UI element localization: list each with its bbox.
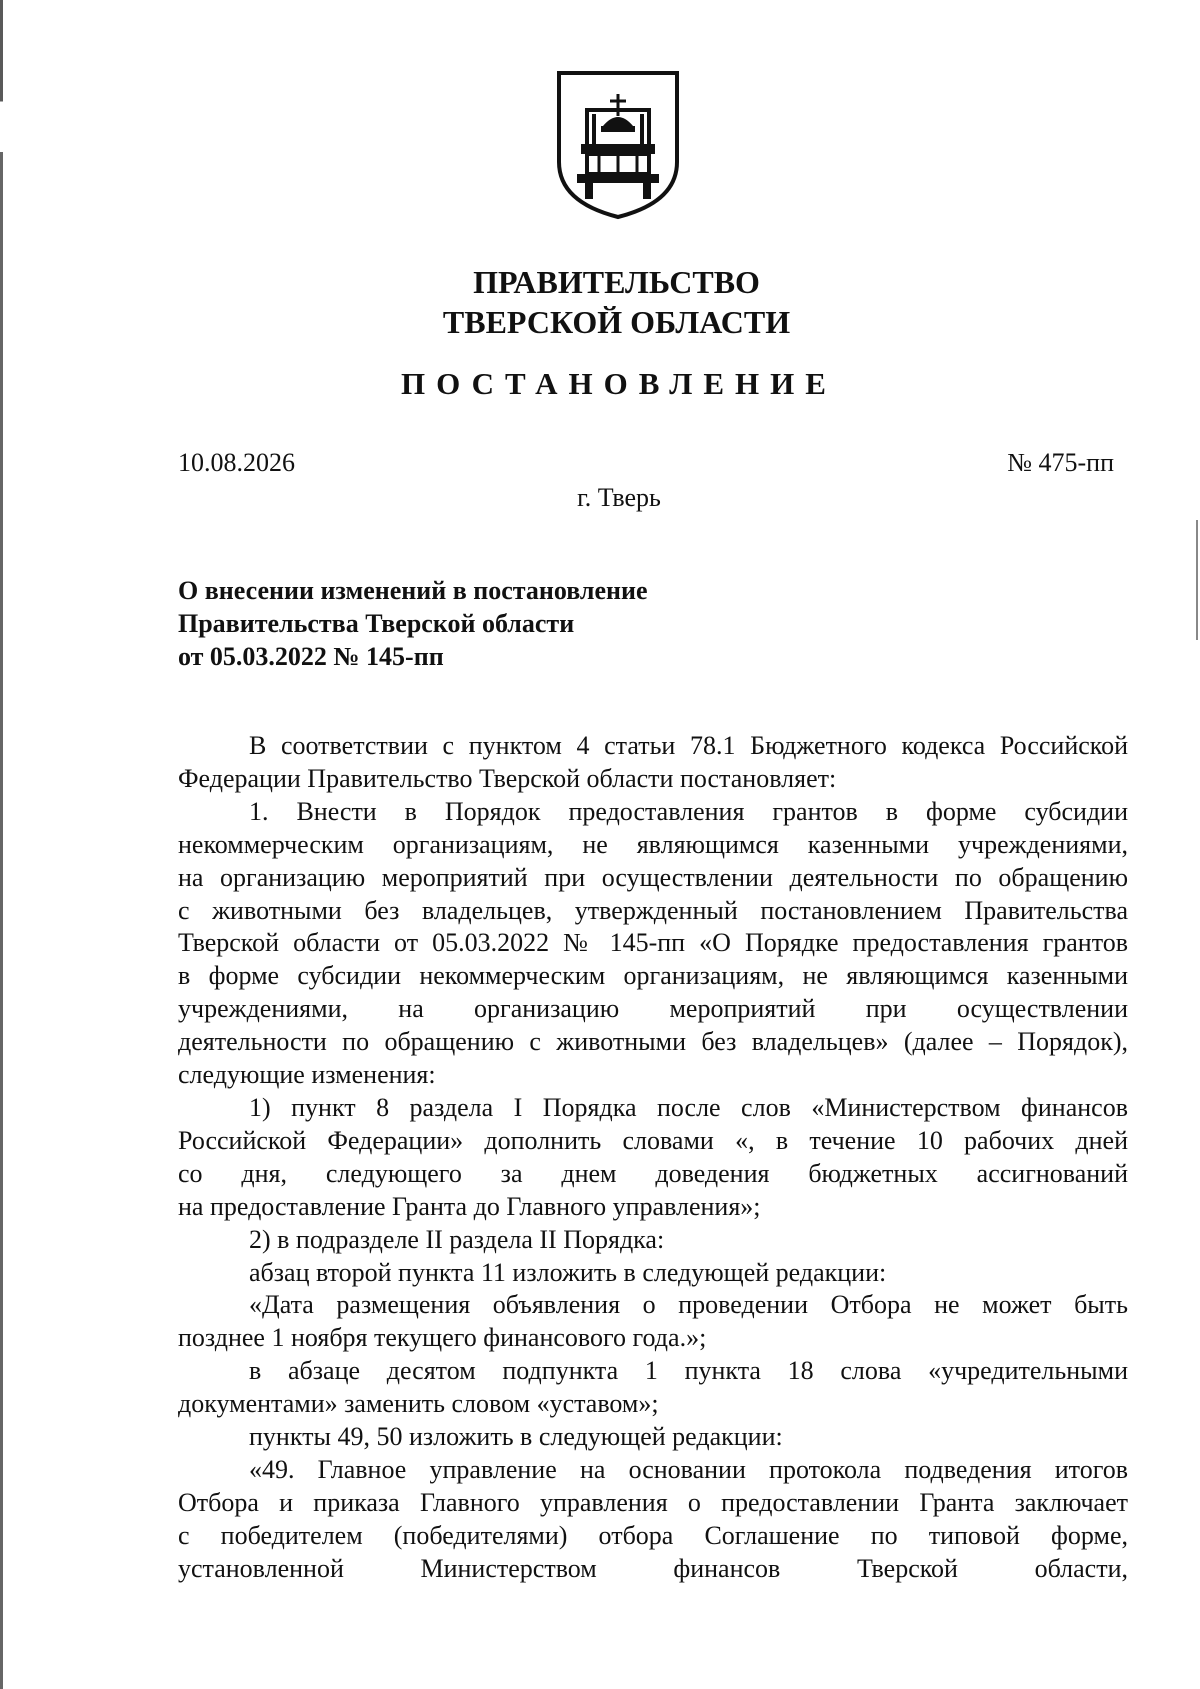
body-line: документами» заменить словом «уставом»; bbox=[178, 1389, 659, 1419]
tver-coat-of-arms-icon bbox=[555, 70, 681, 220]
scan-edge-right bbox=[1196, 520, 1198, 640]
document-city: г. Тверь bbox=[577, 483, 661, 512]
subject-line: О внесении изменений в постановление bbox=[178, 576, 648, 605]
body-line: деятельности по обращению с животными без владельцев» (далее – Порядок), bbox=[178, 1027, 1128, 1057]
body-line: В соответствии с пунктом 4 статьи 78.1 Бюджетного кодекса Российской bbox=[249, 731, 1128, 760]
body-line: в абзаце десятом подпункта 1 пункта 18 слова «учредительными bbox=[249, 1356, 1128, 1386]
body-line: с победителем (победителями) отбора Соглашение по типовой форме, bbox=[178, 1520, 1128, 1550]
body-line: некоммерческим организациям, не являющимся казенными учреждениями, bbox=[178, 829, 1128, 859]
body-line: со дня, следующего за днем доведения бюджетных ассигнований bbox=[178, 1158, 1128, 1188]
body-line: 2) в подразделе II раздела II Порядка: bbox=[249, 1224, 665, 1254]
organization-title-line1: ПРАВИТЕЛЬСТВО bbox=[473, 264, 760, 300]
body-line: с животными без владельцев, утвержденный постановлением Правительства bbox=[178, 895, 1128, 925]
organization-title-line2: ТВЕРСКОЙ ОБЛАСТИ bbox=[442, 304, 791, 340]
body-line: следующие изменения: bbox=[178, 1060, 436, 1090]
body-line: пункты 49, 50 изложить в следующей редакции: bbox=[249, 1422, 783, 1452]
body-line: на организацию мероприятий при осуществлении деятельности по обращению bbox=[178, 862, 1128, 892]
body-line: Федерации Правительство Тверской области постановляет: bbox=[178, 763, 837, 793]
organization-title bbox=[0, 262, 1200, 342]
document-subject bbox=[178, 574, 778, 673]
body-line: в форме субсидии некоммерческим организациям, не являющимся казенными bbox=[178, 961, 1128, 991]
body-line: Тверской области от 05.03.2022 № 145-пп «О Порядке предоставления грантов bbox=[178, 928, 1128, 958]
body-line: учреждениями, на организацию мероприятий при осуществлении bbox=[178, 994, 1128, 1024]
document-type: ПОСТАНОВЛЕНИЕ bbox=[401, 366, 837, 401]
subject-line: Правительства Тверской области bbox=[178, 609, 575, 638]
document-body bbox=[178, 730, 1128, 1586]
document-number: № 475-пп bbox=[1007, 448, 1114, 477]
body-line: 1. Внести в Порядок предоставления грантов в форме субсидии bbox=[249, 796, 1128, 826]
scan-edge-left bbox=[0, 0, 3, 1689]
body-line: Российской Федерации» дополнить словами «, в течение 10 рабочих дней bbox=[178, 1125, 1128, 1155]
body-line: установленной Министерством финансов Тверской области, bbox=[178, 1553, 1128, 1583]
body-line: «Дата размещения объявления о проведении Отбора не может быть bbox=[249, 1290, 1128, 1320]
body-line: позднее 1 ноября текущего финансового года.»; bbox=[178, 1323, 707, 1353]
subject-line: от 05.03.2022 № 145-пп bbox=[178, 642, 444, 671]
body-line: Отбора и приказа Главного управления о предоставлении Гранта заключает bbox=[178, 1487, 1128, 1517]
body-line: 1) пункт 8 раздела I Порядка после слов «Министерством финансов bbox=[249, 1092, 1128, 1122]
document-date: 10.08.2026 bbox=[178, 448, 295, 477]
body-line: на предоставление Гранта до Главного управления»; bbox=[178, 1191, 761, 1221]
body-line: абзац второй пункта 11 изложить в следующей редакции: bbox=[249, 1257, 887, 1287]
body-line: «49. Главное управление на основании протокола подведения итогов bbox=[249, 1454, 1128, 1484]
coat-of-arms-emblem bbox=[555, 70, 681, 220]
